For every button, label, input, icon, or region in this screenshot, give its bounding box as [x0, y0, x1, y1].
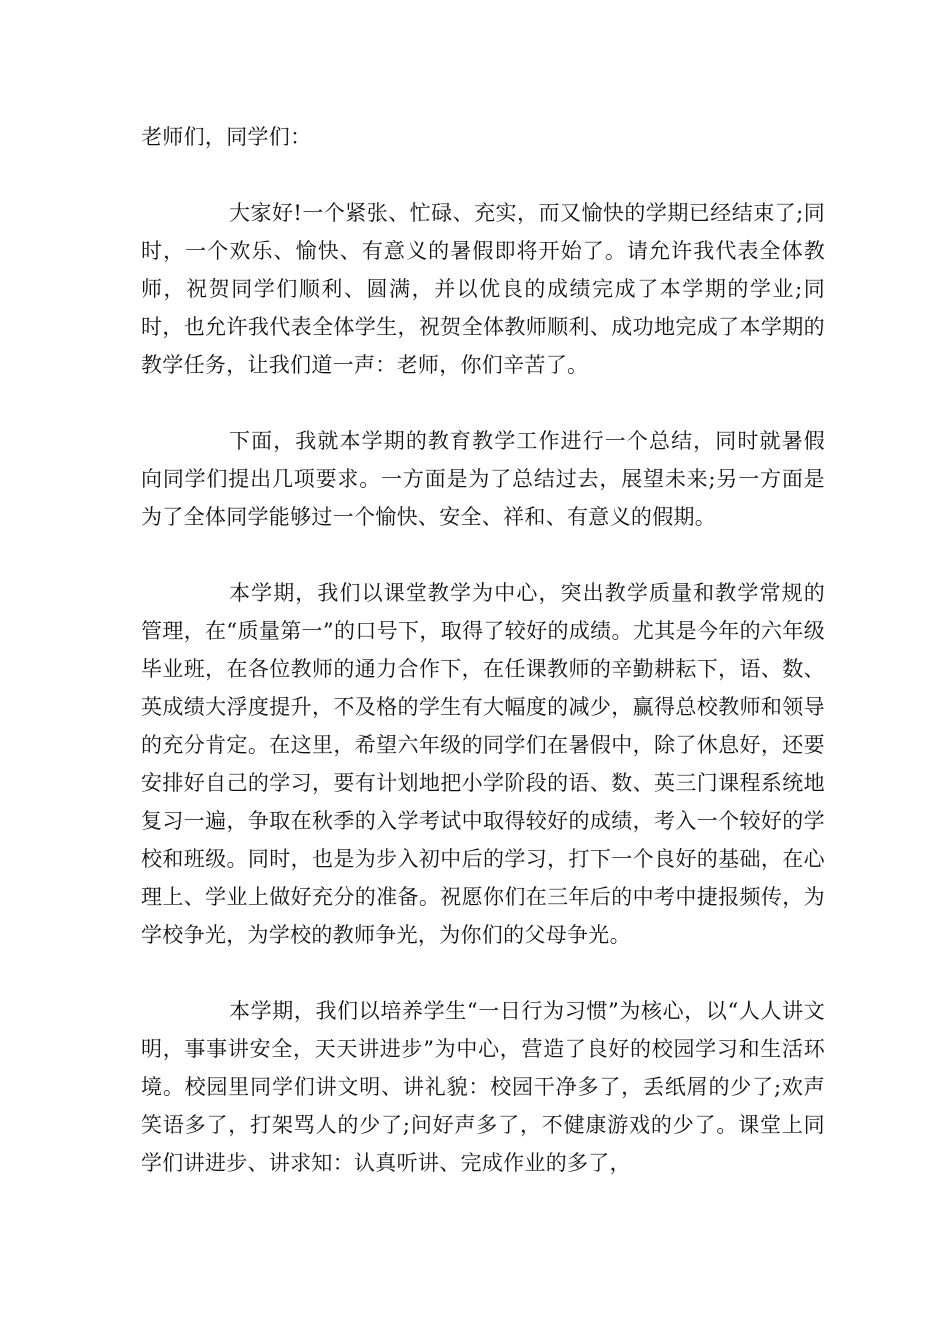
paragraph-behavior-habits: 本学期，我们以培养学生“一日行为习惯”为核心，以“人人讲文明，事事讲安全，天天讲进步”为中心，营造了良好的校园学习和生活环境。校园里同学们讲文明、讲礼貌：校园干净多了，丢纸屑的少了;欢声笑语多了，打架骂人的少了;问好声多了，不健康游戏的少了。课堂上同学们讲进步、讲求知：认真听讲、完成作业的多了，	[141, 999, 825, 1175]
paragraph-summary-intro: 下面，我就本学期的教育教学工作进行一个总结，同时就暑假向同学们提出几项要求。一方面是为了总结过去，展望未来;另一方面是为了全体同学能够过一个愉快、安全、祥和、有意义的假期。	[141, 429, 825, 529]
paragraph-opening: 大家好!一个紧张、忙碌、充实，而又愉快的学期已经结束了;同时，一个欢乐、愉快、有意义的暑假即将开始了。请允许我代表全体教师，祝贺同学们顺利、圆满，并以优良的成绩完成了本学期的学业;同时，也允许我代表全体学生，祝贺全体教师顺利、成功地完成了本学期的教学任务，让我们道一声：老师，你们辛苦了。	[141, 201, 825, 377]
salutation: 老师们，同学们：	[141, 125, 312, 149]
document-page	[141, 118, 825, 1220]
paragraph-teaching-quality: 本学期，我们以课堂教学为中心，突出教学质量和教学常规的管理，在“质量第一”的口号下，取得了较好的成绩。尤其是今年的六年级毕业班，在各位教师的通力合作下，在任课教师的辛勤耕耘下，语、数、英成绩大浮度提升，不及格的学生有大幅度的减少，赢得总校教师和领导的充分肯定。在这里，希望六年级的同学们在暑假中，除了休息好，还要安排好自己的学习，要有计划地把小学阶段的语、数、英三门课程系统地复习一遍，争取在秋季的入学考试中取得较好的成绩，考入一个较好的学校和班级。同时，也是为步入初中后的学习，打下一个良好的基础，在心理上、学业上做好充分的准备。祝愿你们在三年后的中考中捷报频传，为学校争光，为学校的教师争光，为你们的父母争光。	[141, 581, 825, 947]
